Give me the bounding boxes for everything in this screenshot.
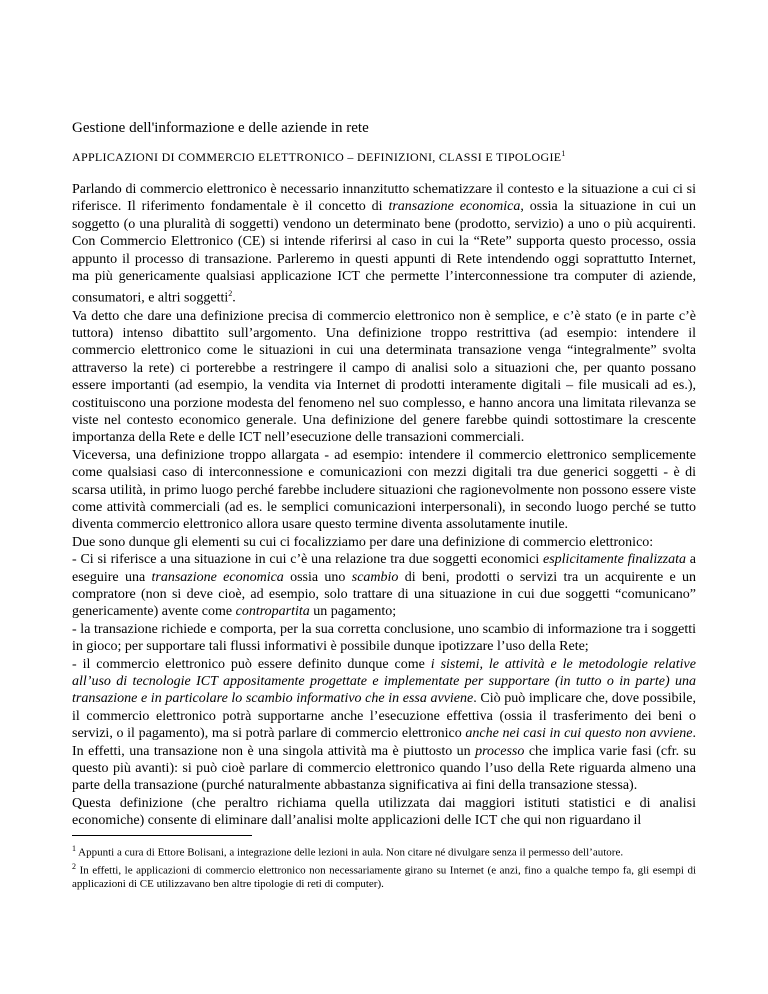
- footnote-1: [72, 842, 696, 860]
- paragraph-1: [72, 181, 696, 308]
- text-run: un pagamento;: [309, 604, 397, 620]
- emphasis: transazione economica: [388, 199, 521, 215]
- emphasis: contropartita: [235, 604, 310, 620]
- footnote-number: 1: [72, 844, 76, 853]
- emphasis: transazione economica: [151, 569, 284, 585]
- section-title-text: APPLICAZIONI DI COMMERCIO ELETTRONICO – DEFINIZIONI, CLASSI E TIPOLOGIE: [72, 150, 562, 164]
- footnote-rule: [72, 835, 252, 836]
- section-title: [72, 149, 696, 165]
- text-run: , ossia la situazione in cui un soggetto (o una pluralità di soggetti) vendono un determinato bene (prodotto, servizio) a uno o più acquirenti. Con Commercio Elettronico (CE) si intende riferirsi al caso in cui la “Rete” supporta questo processo, ossia appunto il processo di transazione. Parleremo in questi appunti di Rete intendendo oggi soprattutto Internet, ma più genericamente qualsiasi applicazione ICT che permette l’interconnessione tra computer di aziende, consumatori, e altri soggetti: [72, 199, 697, 307]
- paragraph-3: Viceversa, una definizione troppo allargata - ad esempio: intendere il commercio elettronico semplicemente come qualsiasi caso di interconnessione e comunicazioni con mezzi digitali tra due generici soggetti - è di scarsa utilità, in primo luogo perché farebbe includere situazioni che ragionevolmente non possono essere viste come attività commerciali (ad es. le semplici comunicazioni interpersonali), in secondo luogo perché se tutto diventa commercio elettronico allora usare questo termine diventa assolutamente inutile.: [72, 447, 696, 533]
- emphasis: i sistemi, le attività e le metodologie relative all’uso di tecnologie ICT appositamente progettate e implementate per supportare (in tutto o in parte) una transazione e in particolare lo scambio informativo che in essa avviene: [72, 656, 696, 707]
- text-run: . In effetti, una transazione non è una singola attività ma è piuttosto un: [72, 726, 697, 759]
- list-item-1: [72, 551, 696, 621]
- footnotes: [72, 835, 696, 891]
- text-run: .: [232, 291, 236, 307]
- text-run: di beni, prodotti o servizi tra un acquirente e un compratore (non si deve cioè, ad esempio, solo trattare di una situazione in cui due soggetti “comunicano” genericamente) avente come: [72, 569, 697, 620]
- list-item-2: - la transazione richiede e comporta, per la sua corretta conclusione, uno scambio di informazione tra i soggetti in gioco; per supportare tali flussi informativi è possibile dunque ipotizzare l’uso della Rete;: [72, 621, 696, 655]
- text-run: che implica varie fasi (cfr. su questo più avanti): si può cioè parlare di commercio elettronico quando l’uso della Rete riguarda almeno una parte della transazione (purché naturalmente abbastanza significativa ai fini della transazione stessa).: [72, 743, 697, 794]
- footnote-number: 2: [72, 861, 76, 871]
- text-run: . Ciò può implicare che, dove possibile, il commercio elettronico potrà supportarne anche l’esecuzione effettiva (ossia il trasferimento dei beni o servizi, o il pagamento), ma si potrà parlare di commercio elettronico: [72, 691, 696, 742]
- footnote-ref-2: 2: [228, 289, 233, 299]
- emphasis: scambio: [351, 569, 399, 585]
- text-run: - il commercio elettronico può essere definito dunque come: [72, 656, 431, 672]
- text-run: ossia uno: [283, 569, 352, 585]
- paragraph-8: Questa definizione (che peraltro richiama quella utilizzata dai maggiori istituti statistici e di analisi economiche) consente di eliminare dall’analisi molte applicazioni delle ICT che qui non riguardano il: [72, 795, 696, 829]
- document-header: Gestione dell'informazione e delle aziende in rete: [72, 120, 369, 136]
- document-body: [72, 120, 696, 830]
- paragraph-2: Va detto che dare una definizione precisa di commercio elettronico non è semplice, e c’è stato (e in parte c’è tuttora) intenso dibattito sull’argomento. Una definizione troppo restrittiva (ad esempio: intendere il commercio elettronico come le situazioni in cui una determinata transazione venga “integralmente” svolta attraverso la rete) ci porterebbe a restringere il campo di analisi solo a situazioni che, per quanto possano essere importanti (ad esempio, la vendita via Internet di prodotti interamente digitali – file musicali ad es.), costituiscono una porzione modesta del fenomeno nel suo complesso, e hanno ancora una limitata rilevanza se viste nel contesto economico generale. Una definizione del genere farebbe quindi sottostimare la crescente importanza della Rete e delle ICT nell’esecuzione delle transazioni commerciali.: [72, 308, 696, 446]
- list-item-3: [72, 656, 696, 795]
- text-run: Parlando di commercio elettronico è necessario innanzitutto schematizzare il contesto e la situazione a cui ci si riferisce. Il riferimento fondamentale è il concetto di: [72, 182, 696, 215]
- footnote-ref-1: 1: [561, 149, 566, 158]
- footnote-text: Appunti a cura di Ettore Bolisani, a integrazione delle lezioni in aula. Non citare né divulgare senza il permesso dell’autore.: [78, 846, 624, 859]
- paragraph-4: Due sono dunque gli elementi su cui ci focalizziamo per dare una definizione di commercio elettronico:: [72, 534, 654, 550]
- emphasis: anche nei casi in cui questo non avviene: [465, 726, 693, 742]
- text-run: - Ci si riferisce a una situazione in cui c’è una relazione tra due soggetti economici: [72, 552, 543, 568]
- emphasis: esplicitamente finalizzata: [543, 552, 686, 568]
- footnote-2: [72, 860, 696, 892]
- footnote-text: In effetti, le applicazioni di commercio elettronico non necessariamente girano su Internet (e anzi, fino a qualche tempo fa, gli esempi di applicazioni di CE utilizzavano ben altre tipologie di reti di computer).: [72, 864, 697, 891]
- text-run: a eseguire una: [72, 552, 696, 585]
- emphasis: processo: [475, 743, 525, 759]
